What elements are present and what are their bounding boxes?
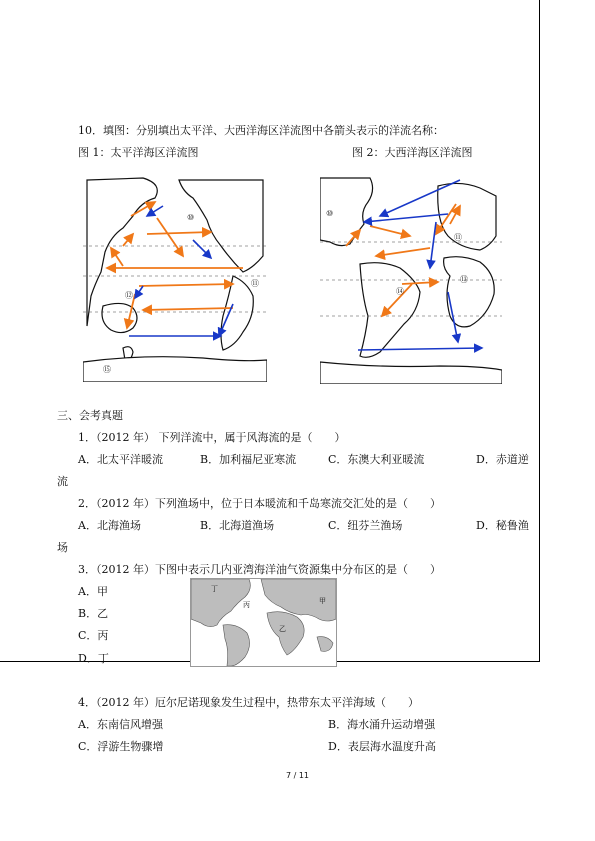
pacific-label-10: ⑩ [187,213,195,222]
q1-option-c: C．东澳大利亚暖流 [328,453,425,466]
page-frame-right-border [539,0,540,662]
q3-map-label-jia: 甲 [319,597,326,605]
q3-world-map [190,578,337,667]
q2-option-c: C．纽芬兰渔场 [328,519,403,532]
q1-option-d: D．赤道逆 [476,453,529,466]
q3-option-d: D．丁 [78,652,109,665]
q4-option-b: B．海水涌升运动增强 [328,718,436,731]
q3-map-label-ding: 丁 [211,585,218,593]
q4-option-c: C．浮游生物骤增 [78,740,164,753]
q4-option-d: D．表层海水温度升高 [328,740,436,753]
q3-option-a: A．甲 [78,585,108,598]
q4-stem: 4．（2012 年）厄尔尼诺现象发生过程中，热带东太平洋海域（ ） [78,696,419,709]
pacific-label-12: ⑫ [125,291,133,300]
atlantic-label-11: ⑪ [454,233,462,242]
page-number: 7 / 11 [285,771,310,780]
q3-option-c: C．丙 [78,629,109,642]
q3-stem: 3．（2012 年）下图中表示几内亚湾海洋油气资源集中分布区的是（ ） [78,563,441,576]
q1-stem: 1．（2012 年） 下列洋流中，属于风海流的是（ ） [78,431,346,444]
q1-option-b: B．加利福尼亚寒流 [200,453,297,466]
atlantic-label-13: ⑬ [460,275,468,284]
q3-option-b: B．乙 [78,607,109,620]
atlantic-label-10: ⑩ [326,209,334,218]
q2-option-b: B．北海道渔场 [200,519,275,532]
atlantic-label-14: ⑭ [396,287,404,296]
q4-option-a: A．东南信风增强 [78,718,163,731]
pacific-current-map [83,176,267,382]
q2-option-d: D．秘鲁渔 [476,519,529,532]
q2-option-d-wrap: 场 [57,541,68,554]
q10-stem: 10．填图：分别填出太平洋、大西洋海区洋流图中各箭头表示的洋流名称： [78,124,444,137]
q1-option-a: A．北太平洋暖流 [78,453,163,466]
q3-map-label-bing: 丙 [243,601,250,609]
fig2-caption: 图 2：大西洋海区洋流图 [352,146,473,159]
q2-option-a: A．北海渔场 [78,519,141,532]
fig1-caption: 图 1：太平洋海区洋流图 [78,146,199,159]
atlantic-current-map [320,176,502,384]
q2-stem: 2．（2012 年）下列渔场中，位于日本暖流和千岛寒流交汇处的是（ ） [78,497,441,510]
pacific-label-15: ⑮ [103,365,111,374]
section3-heading: 三、会考真题 [57,409,123,422]
pacific-label-11: ⑪ [251,279,259,288]
q1-option-d-wrap: 流 [57,475,68,488]
q3-map-label-yi: 乙 [279,625,286,633]
